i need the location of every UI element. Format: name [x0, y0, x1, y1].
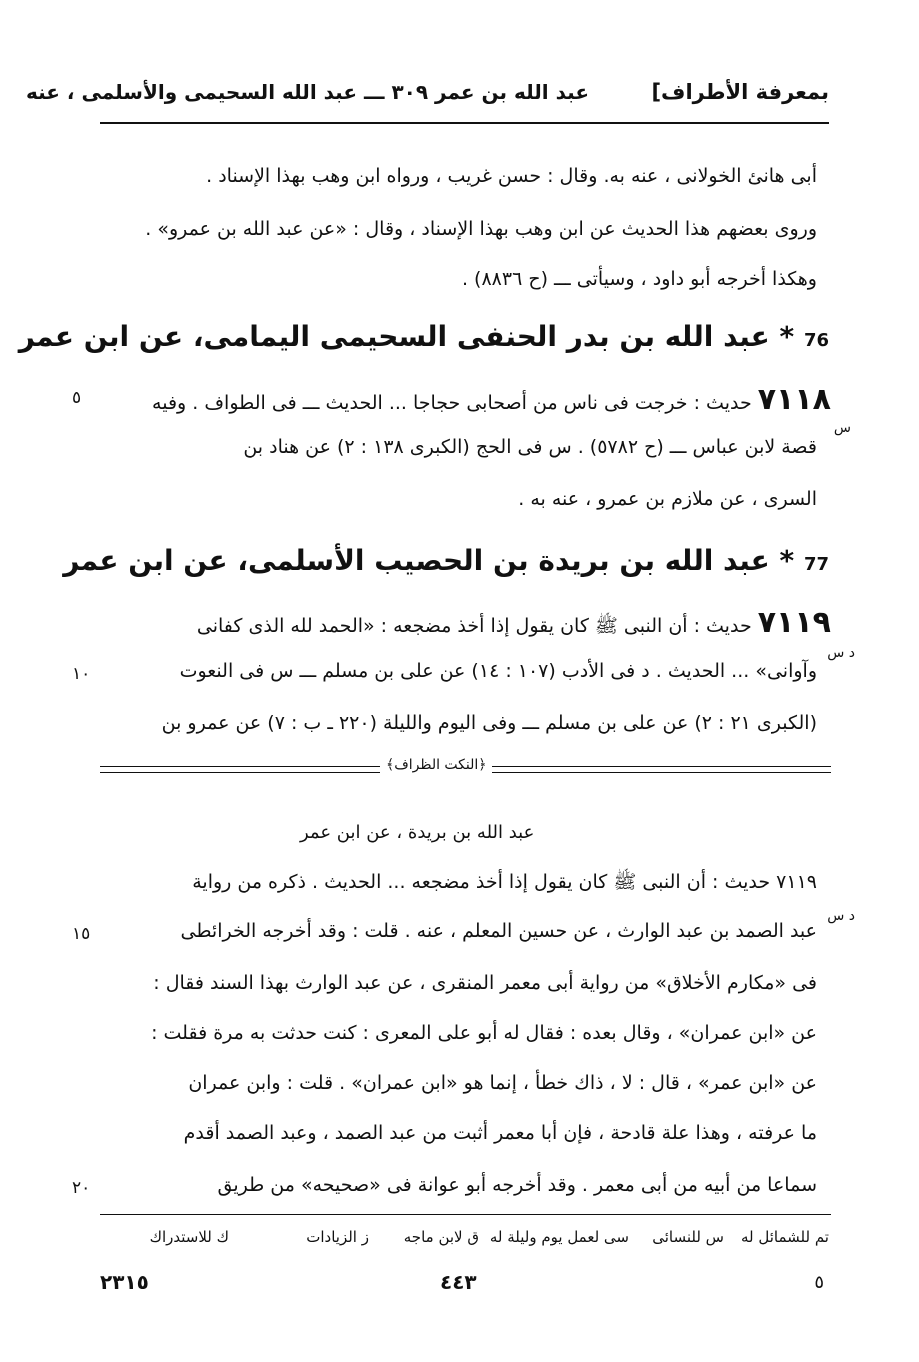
hadith-7119-line-1 — [197, 605, 831, 642]
entry-76-heading — [19, 320, 829, 353]
entry-76-number: 76 — [803, 330, 829, 351]
footer-key-amal: سى لعمل يوم وليلة له — [489, 1228, 629, 1246]
hadith-7118-number: ٧١١٨ — [757, 382, 831, 417]
hadith-7119-line-2: وآوانى» ... الحديث . د فى الأدب (١٠٧ : ١٤) عن على بن مسلم ـــ س فى النعوت — [179, 660, 817, 682]
page-number-right: ٥ — [814, 1272, 824, 1293]
margin-number-15: ١٥ — [72, 924, 91, 944]
entry-77-title: * عبد الله بن بريدة بن الحصيب الأسلمى، عن ابن عمر — [63, 544, 795, 577]
hadith-7119-line-3: (الكبرى ٢١ : ٢) عن على بن مسلم ـــ وفى اليوم والليلة (٢٢٠ ـ ب : ٧) عن عمرو بن — [161, 712, 817, 734]
hadith-7118-line-3: السرى ، عن ملازم بن عمرو ، عنه به . — [518, 488, 817, 510]
hadith-7118-text-1: حديث : خرجت فى ناس من أصحابى حجاجا ... الحديث ـــ فى الطواف . وفيه — [152, 392, 752, 414]
footer-key-shamail: تم للشمائل له — [740, 1228, 829, 1246]
page-number-center: ٤٤٣ — [440, 1270, 477, 1294]
nukat-line-1: ٧١١٩ حديث : أن النبى ﷺ كان يقول إذا أخذ مضجعه ... الحديث . ذكره من رواية — [192, 871, 817, 893]
nukat-sigla: د س — [827, 908, 855, 924]
header-rule — [100, 122, 829, 124]
nukat-line-3: فى «مكارم الأخلاق» من رواية أبى معمر المنقرى ، عن عبد الوارث بهذا السند فقال : — [153, 972, 817, 994]
hadith-7118-sigla: س — [833, 420, 851, 436]
top-line-3: وهكذا أخرجه أبو داود ، وسيأتى ـــ (ح ٨٨٣٦) . — [461, 268, 817, 290]
top-line-1: أبى هانئ الخولانى ، عنه به. وقال : حسن غريب ، ورواه ابن وهب بهذا الإسناد . — [206, 165, 817, 187]
nukat-line-7: سماعا من أبيه من أبى معمر . وقد أخرجه أبو عوانة فى «صحيحه» من طريق — [217, 1174, 817, 1196]
entry-77-heading — [63, 544, 829, 577]
hadith-7119-text-1: حديث : أن النبى ﷺ كان يقول إذا أخذ مضجعه : «الحمد لله الذى كفانى — [196, 615, 752, 637]
entry-77-number: 77 — [803, 554, 829, 575]
footer-key-ziyadat: ز الزيادات — [306, 1228, 369, 1246]
separator-label: ﴿النكت الظراف﴾ — [380, 757, 492, 773]
nukat-line-4: عن «ابن عمران» ، وقال بعده : فقال له أبو على المعرى : كنت حدثت به مرة فقلت : — [151, 1022, 817, 1044]
hadith-7119-sigla: د س — [827, 645, 855, 661]
footer-key-ibnmajah: ق لابن ماجه — [403, 1228, 479, 1246]
nukat-heading: عبد الله بن بريدة ، عن ابن عمر — [300, 822, 535, 843]
header-middle-title: عبد الله بن عمر ٣٠٩ ـــ عبد الله السحيمى والأسلمى ، عنه — [26, 80, 589, 104]
margin-number-10: ١٠ — [72, 664, 91, 684]
nukat-line-5: عن «ابن عمر» ، قال : لا ، ذاك خطأ ، إنما هو «ابن عمران» . قلت : وابن عمران — [188, 1072, 817, 1094]
footer-rule — [100, 1214, 831, 1215]
footer-key-istidrak: ك للاستدراك — [149, 1228, 229, 1246]
page-number-left: ٢٣١٥ — [100, 1270, 149, 1294]
top-line-2: وروى بعضهم هذا الحديث عن ابن وهب بهذا الإسناد ، وقال : «عن عبد الله بن عمرو» . — [145, 218, 817, 240]
hadith-7118-line-2: قصة لابن عباس ـــ (ح ٥٧٨٢) . س فى الحج (الكبرى ١٣٨ : ٢) عن هناد بن — [243, 436, 817, 458]
nukat-line-2: عبد الصمد بن عبد الوارث ، عن حسين المعلم ، عنه . قلت : وقد أخرجه الخرائطى — [180, 920, 817, 942]
nukat-line-6: ما عرفته ، وهذا علة قادحة ، فإن أبا معمر أثبت من عبد الصمد ، وعبد الصمد أقدم — [183, 1122, 817, 1144]
hadith-7118-line-1 — [152, 382, 831, 417]
margin-number-5: ٥ — [72, 388, 82, 408]
hadith-7119-number: ٧١١٩ — [757, 605, 831, 640]
footer-key-nasai: س للنسائى — [652, 1228, 724, 1246]
header-left-title: بمعرفة الأطراف] — [651, 80, 829, 104]
margin-number-20: ٢٠ — [72, 1178, 91, 1198]
entry-76-title: * عبد الله بن بدر الحنفى السحيمى اليمامى، عن ابن عمر — [18, 320, 795, 353]
